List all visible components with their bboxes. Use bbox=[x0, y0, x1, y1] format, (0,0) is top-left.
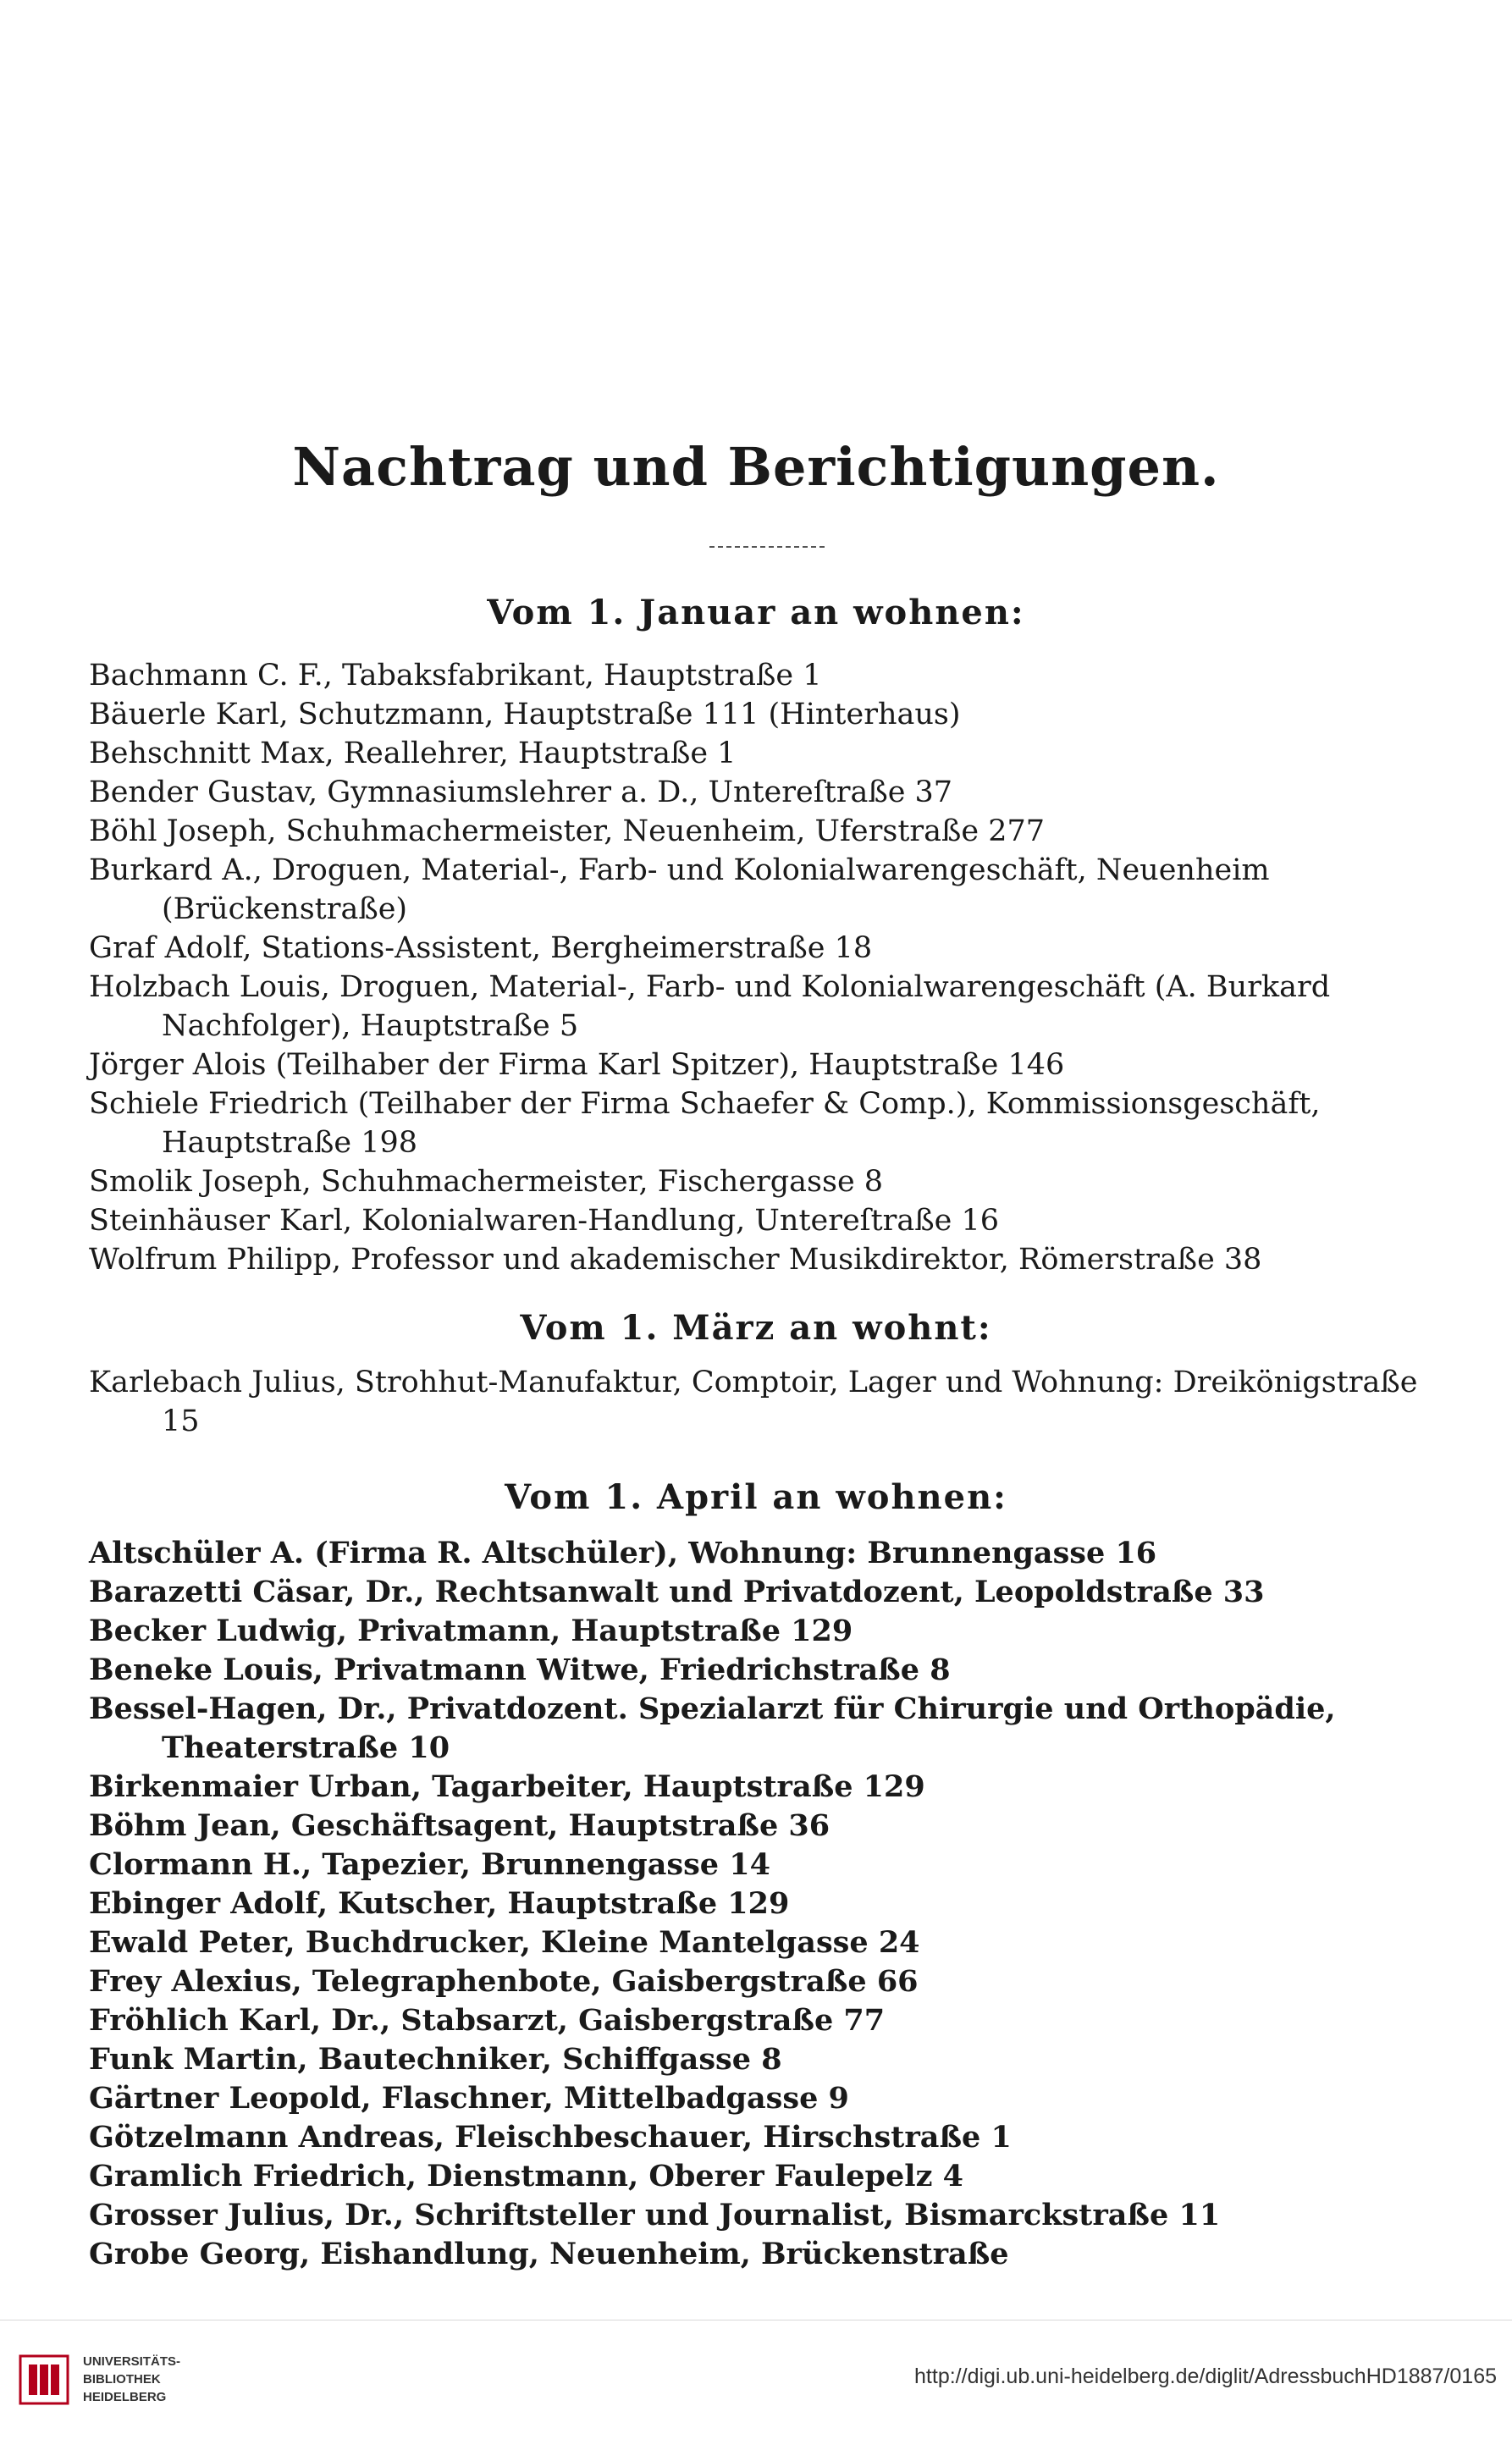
list-item: Fröhlich Karl, Dr., Stabsarzt, Gaisbergstraße 77 bbox=[89, 2003, 886, 2038]
list-item: Böhm Jean, Geschäftsagent, Hauptstraße 36 bbox=[89, 1808, 830, 1843]
list-item: Gärtner Leopold, Flaschner, Mittelbadgasse 9 bbox=[89, 2081, 849, 2116]
list-item: Barazetti Cäsar, Dr., Rechtsanwalt und Privatdozent, Leopoldstraße 33 bbox=[89, 1575, 1265, 1609]
list-item: Funk Martin, Bautechniker, Schiffgasse 8 bbox=[89, 2042, 782, 2077]
logo-line: BIBLIOTHEK bbox=[83, 2372, 161, 2387]
list-item: Bender Gustav, Gymnasiumslehrer a. D., Untereſtraße 37 bbox=[89, 775, 953, 809]
list-item: Altschüler A. (Firma R. Altschüler), Wohnung: Brunnengasse 16 bbox=[89, 1536, 1157, 1570]
section-heading-january: Vom 1. Januar an wohnen: bbox=[487, 593, 1025, 632]
list-item: Birkenmaier Urban, Tagarbeiter, Hauptstraße 129 bbox=[89, 1769, 925, 1804]
list-item: Frey Alexius, Telegraphenbote, Gaisbergstraße 66 bbox=[89, 1964, 919, 1999]
logo-line: HEIDELBERG bbox=[83, 2390, 167, 2404]
list-item: Behschnitt Max, Reallehrer, Hauptstraße 1 bbox=[89, 737, 737, 770]
list-item: Beneke Louis, Privatmann Witwe, Friedrichstraße 8 bbox=[89, 1653, 951, 1687]
page-title: Nachtrag und Berichtigungen. bbox=[292, 436, 1220, 498]
list-item: Schiele Friedrich (Teilhaber der Firma Schaefer & Comp.), Kommissionsgeschäft, Hauptstraße 198 bbox=[89, 1087, 1321, 1160]
section-heading-april: Vom 1. April an wohnen: bbox=[505, 1477, 1007, 1517]
section-entries-january bbox=[89, 656, 1460, 1279]
list-item: Graf Adolf, Stations-Assistent, Bergheimerstraße 18 bbox=[89, 931, 873, 965]
title-divider bbox=[709, 546, 825, 548]
list-item: Gramlich Friedrich, Dienstmann, Oberer Faulepelz 4 bbox=[89, 2159, 963, 2193]
list-item: Karlebach Julius, Strohhut-Manufaktur, Comptoir, Lager und Wohnung: Dreikönigstraße 15 bbox=[89, 1366, 1418, 1438]
list-item: Bessel-Hagen, Dr., Privatdozent. Spezialarzt für Chirurgie und Orthopädie, Theaterstraße 10 bbox=[89, 1691, 1336, 1765]
list-item: Smolik Joseph, Schuhmachermeister, Fischergasse 8 bbox=[89, 1165, 884, 1199]
source-url-link[interactable]: http://digi.ub.uni-heidelberg.de/diglit/AdressbuchHD1887/0165 bbox=[914, 2365, 1497, 2388]
list-item: Clormann H., Tapezier, Brunnengasse 14 bbox=[89, 1847, 770, 1882]
list-item: Ewald Peter, Buchdrucker, Kleine Mantelgasse 24 bbox=[89, 1925, 920, 1960]
list-item: Götzelmann Andreas, Fleischbeschauer, Hirschstraße 1 bbox=[89, 2120, 1012, 2155]
list-item: Holzbach Louis, Droguen, Material-, Farb- und Kolonialwarengeschäft (A. Burkard Nachfolger), Hauptstraße 5 bbox=[89, 970, 1331, 1043]
list-item: Becker Ludwig, Privatmann, Hauptstraße 129 bbox=[89, 1614, 853, 1648]
section-entries-march bbox=[89, 1363, 1460, 1441]
list-item: Ebinger Adolf, Kutscher, Hauptstraße 129 bbox=[89, 1886, 790, 1921]
list-item: Grobe Georg, Eishandlung, Neuenheim, Brückenstraße bbox=[89, 2237, 1009, 2271]
footer-bar bbox=[0, 2320, 1512, 2439]
list-item: Wolfrum Philipp, Professor und akademischer Musikdirektor, Römerstraße 38 bbox=[89, 1243, 1262, 1277]
section-heading-march: Vom 1. März an wohnt: bbox=[520, 1308, 992, 1348]
list-item: Bäuerle Karl, Schutzmann, Hauptstraße 111 (Hinterhaus) bbox=[89, 698, 961, 731]
library-logo-text bbox=[83, 2353, 180, 2406]
list-item: Jörger Alois (Teilhaber der Firma Karl Spitzer), Hauptstraße 146 bbox=[89, 1048, 1065, 1082]
university-library-logo-icon bbox=[19, 2354, 69, 2405]
list-item: Burkard A., Droguen, Material-, Farb- und Kolonialwarengeschäft, Neuenheim (Brückenstraße) bbox=[89, 853, 1270, 926]
logo-line: UNIVERSITÄTS- bbox=[83, 2354, 181, 2369]
list-item: Grosser Julius, Dr., Schriftsteller und Journalist, Bismarckstraße 11 bbox=[89, 2198, 1221, 2232]
list-item: Bachmann C. F., Tabaksfabrikant, Hauptstraße 1 bbox=[89, 659, 822, 693]
list-item: Böhl Joseph, Schuhmachermeister, Neuenheim, Uferstraße 277 bbox=[89, 814, 1046, 848]
list-item: Steinhäuser Karl, Kolonialwaren-Handlung, Untereſtraße 16 bbox=[89, 1204, 1000, 1238]
section-entries-april bbox=[89, 1534, 1460, 2274]
